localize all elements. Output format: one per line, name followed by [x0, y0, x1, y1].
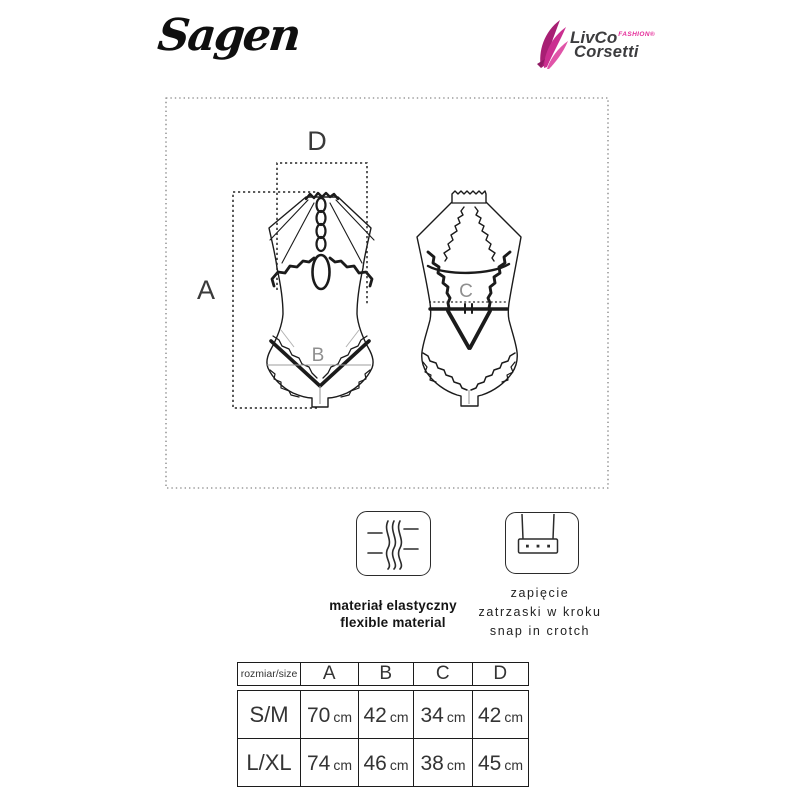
label-D: D [307, 126, 327, 156]
brand-name-corsetti: Corsetti [574, 43, 639, 61]
value-cell: 70 cm [301, 691, 359, 739]
value-cell: 46 cm [359, 739, 414, 787]
snap-crotch-icon [505, 512, 579, 574]
product-title: Sagen [155, 10, 302, 61]
label-B: B [311, 345, 325, 366]
caption-line: materiał elastyczny [329, 598, 457, 613]
brand-text [570, 29, 655, 61]
header-cell-B: B [359, 663, 414, 686]
brand-wing-icon [536, 18, 569, 70]
table-row [238, 739, 529, 787]
bodysuit-back-view [417, 191, 521, 406]
value-cell: 74 cm [301, 739, 359, 787]
label-A: A [196, 275, 216, 305]
value-cell: 42 cm [359, 691, 414, 739]
value-cell: 45 cm [473, 739, 529, 787]
header-cell-size: rozmiar/size [238, 663, 301, 686]
brand-name-fashion: FASHION® [618, 31, 656, 38]
table-row [238, 691, 529, 739]
diagram-frame [166, 98, 608, 488]
size-table [237, 662, 529, 787]
brand-name-livco: LivCo [570, 28, 618, 47]
size-table-body [237, 690, 529, 787]
size-name-cell: L/XL [238, 739, 301, 787]
value-cell: 34 cm [414, 691, 473, 739]
caption-line: flexible material [340, 615, 446, 630]
snap-crotch-caption [450, 584, 630, 641]
bodysuit-front-view [267, 193, 374, 407]
caption-line: snap in crotch [489, 624, 591, 638]
header-cell-C: C [414, 663, 473, 686]
header-cell-D: D [473, 663, 529, 686]
value-cell: 38 cm [414, 739, 473, 787]
size-name-cell: S/M [238, 691, 301, 739]
caption-line: zatrzaski w kroku [478, 605, 602, 619]
size-table-header [237, 662, 529, 686]
label-C: C [459, 281, 473, 302]
header-cell-A: A [301, 663, 359, 686]
brand-logo [536, 18, 655, 70]
elastic-material-icon [356, 511, 431, 576]
measurement-diagram [150, 90, 630, 500]
table-header-row [238, 663, 529, 686]
caption-line: zapięcie [510, 586, 570, 600]
value-cell: 42 cm [473, 691, 529, 739]
